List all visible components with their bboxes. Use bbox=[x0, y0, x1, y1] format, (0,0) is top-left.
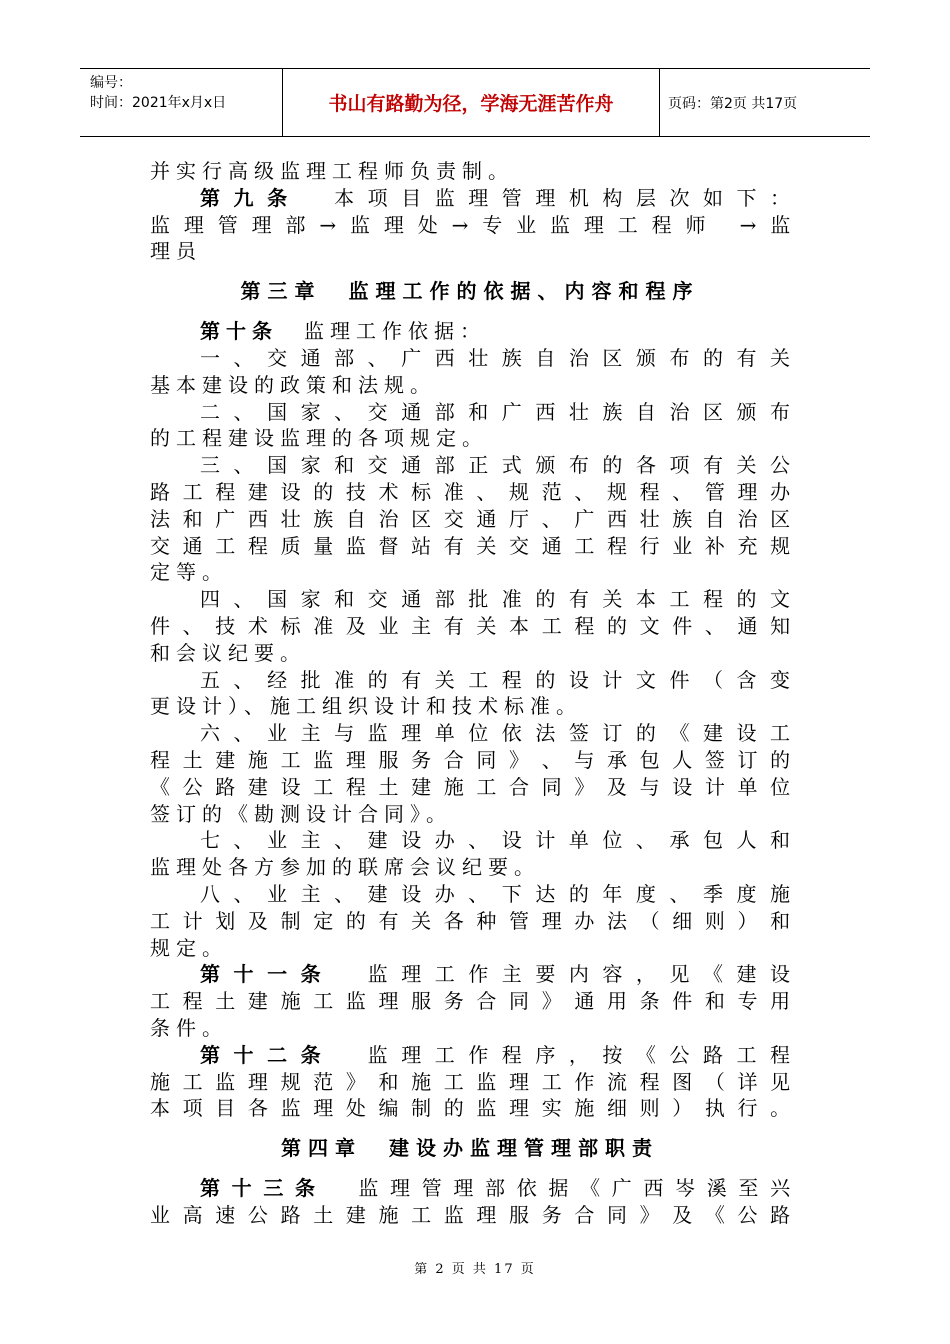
article-number: 第十条 bbox=[200, 319, 278, 344]
text-line bbox=[150, 559, 790, 586]
text-line bbox=[150, 613, 790, 640]
line-text: 三​、​国​家​和​交​通​部​正​式​颁​布​的​各​项​有​关​公​ bbox=[200, 453, 790, 478]
text-line bbox=[150, 425, 790, 452]
line-text: 四​、​国​家​和​交​通​部​批​准​的​有​关​本​工​程​的​文​ bbox=[200, 587, 790, 612]
text-line bbox=[150, 935, 790, 962]
text-line bbox=[150, 827, 790, 854]
text-line bbox=[150, 1175, 790, 1202]
header-motto: 书山有路勤为径，学海无涯苦作舟 bbox=[283, 69, 660, 136]
line-text: 工​计​划​及​制​定​的​有​关​各​种​管​理​办​法​（​细​则​）​和​ bbox=[150, 908, 790, 933]
chapter-heading: 第四章 建设办监理管理部职责 bbox=[281, 1136, 659, 1161]
document-number: 编号： bbox=[90, 75, 132, 91]
text-line bbox=[150, 881, 790, 908]
line-text: 《​公​路​建​设​工​程​土​建​施​工​合​同​》​及​与​设​计​单​位​ bbox=[150, 774, 790, 799]
line-text: 和会议纪要。 bbox=[150, 640, 306, 665]
line-text: 程​土​建​施​工​监​理​服​务​合​同​》​、​与​承​包​人​签​订​的​ bbox=[150, 747, 790, 772]
text-line bbox=[150, 667, 790, 694]
article-number: 第​九​条​ bbox=[200, 185, 301, 210]
text-line bbox=[150, 774, 790, 801]
line-text: 二​、​国​家​、​交​通​部​和​广​西​壮​族​自​治​区​颁​布​ bbox=[200, 399, 790, 424]
text-line bbox=[150, 506, 790, 533]
text-line bbox=[150, 988, 790, 1015]
text-line bbox=[150, 854, 790, 881]
article-number: 第​十​一​条​ bbox=[200, 962, 335, 987]
text-line bbox=[150, 185, 790, 212]
line-text: 签订的《勘测设计合同》。 bbox=[150, 801, 452, 826]
text-line bbox=[150, 158, 790, 185]
text-line bbox=[150, 1095, 790, 1122]
line-text: 一​、​交​通​部​、​广​西​壮​族​自​治​区​颁​布​的​有​关​ bbox=[200, 345, 790, 370]
line-text: 六​、​业​主​与​监​理​单​位​依​法​签​订​的​《​建​设​工​ bbox=[200, 721, 790, 746]
header-meta bbox=[80, 69, 283, 136]
line-text: 七​、​业​主​、​建​设​办​、​设​计​单​位​、​承​包​人​和​ bbox=[200, 828, 790, 853]
line-text: 监理工作依据： bbox=[278, 319, 486, 344]
text-line bbox=[150, 1069, 790, 1096]
line-text: 条件。 bbox=[150, 1015, 228, 1040]
chapter-heading: 第三章 监理工作的依据、内容和程序 bbox=[240, 279, 700, 304]
line-text: ​监​理​管​理​部​依​据​《​广​西​岑​溪​至​兴​ bbox=[326, 1176, 790, 1201]
line-text: 路​工​程​建​设​的​技​术​标​准​、​规​范​、​规​程​、​管​理​办​ bbox=[150, 479, 790, 504]
text-line bbox=[150, 720, 790, 747]
line-text: 件​、​技​术​标​准​及​业​主​有​关​本​工​程​的​文​件​、​通​知​ bbox=[150, 613, 790, 638]
text-line bbox=[150, 238, 790, 265]
line-text: 施​工​监​理​规​范​》​和​施​工​监​理​工​作​流​程​图​（​详​见​ bbox=[150, 1069, 790, 1094]
text-line bbox=[150, 747, 790, 774]
line-text: 监理处各方参加的联席会议纪要。 bbox=[150, 855, 540, 880]
line-text: ​本​项​目​监​理​管​理​机​构​层​次​如​下​：​ bbox=[300, 185, 790, 210]
document-date: 时间：2021年x月x日 bbox=[90, 95, 227, 111]
line-text: 基本建设的政策和法规。 bbox=[150, 372, 436, 397]
line-text: 法​和​广​西​壮​族​自​治​区​交​通​厅​、​广​西​壮​族​自​治​区​ bbox=[150, 506, 790, 531]
line-text: 监​理​管​理​部​→​监​理​处​→​专​业​监​理​工​程​师​ ​→​监​ bbox=[150, 212, 790, 237]
page-footer: 第 2 页 共 17 页 bbox=[414, 1262, 536, 1277]
line-text: ​监​理​工​作​程​序​，​按​《​公​路​工​程​ bbox=[334, 1042, 790, 1067]
line-text: 业​高​速​公​路​土​建​施​工​监​理​服​务​合​同​》​及​《​公​路​ bbox=[150, 1202, 790, 1227]
document-body bbox=[150, 158, 790, 1229]
page-header bbox=[80, 68, 870, 137]
text-line bbox=[150, 318, 790, 345]
line-text: ​监​理​工​作​主​要​内​容​，​见​《​建​设​ bbox=[334, 962, 790, 987]
line-text: 规定。 bbox=[150, 935, 228, 960]
text-line bbox=[150, 452, 790, 479]
line-text: 交​通​工​程​质​量​监​督​站​有​关​交​通​工​程​行​业​补​充​规​ bbox=[150, 533, 790, 558]
line-text: 定等。 bbox=[150, 560, 228, 585]
line-text: 五​、​经​批​准​的​有​关​工​程​的​设​计​文​件​（​含​变​ bbox=[200, 667, 790, 692]
text-line bbox=[150, 1202, 790, 1229]
article-number: 第​十​三​条​ bbox=[200, 1176, 327, 1201]
text-line bbox=[150, 372, 790, 399]
text-line bbox=[150, 1042, 790, 1069]
header-page-info: 页码：第2页 共17页 bbox=[668, 95, 798, 112]
line-text: 更设计）、施工组织设计和技术标准。 bbox=[150, 694, 582, 719]
line-text: 八​、​业​主​、​建​设​办​、​下​达​的​年​度​、​季​度​施​ bbox=[200, 881, 790, 906]
text-line bbox=[150, 1015, 790, 1042]
text-line bbox=[150, 908, 790, 935]
text-line bbox=[150, 345, 790, 372]
text-line bbox=[150, 479, 790, 506]
text-line bbox=[150, 961, 790, 988]
text-line bbox=[150, 801, 790, 828]
line-text: 理员 bbox=[150, 239, 202, 264]
line-text: 的工程建设监理的各项规定。 bbox=[150, 426, 488, 451]
line-text: 并实行高级监理工程师负责制。 bbox=[150, 159, 514, 183]
text-line bbox=[150, 399, 790, 426]
text-line bbox=[150, 693, 790, 720]
line-text: 工​程​土​建​施​工​监​理​服​务​合​同​》​通​用​条​件​和​专​用​ bbox=[150, 989, 790, 1014]
text-line bbox=[150, 586, 790, 613]
text-line bbox=[150, 212, 790, 239]
line-text: 本​项​目​各​监​理​处​编​制​的​监​理​实​施​细​则​）​执​行​。​ bbox=[150, 1096, 790, 1121]
article-number: 第​十​二​条​ bbox=[200, 1042, 335, 1067]
text-line bbox=[150, 640, 790, 667]
text-line bbox=[150, 533, 790, 560]
